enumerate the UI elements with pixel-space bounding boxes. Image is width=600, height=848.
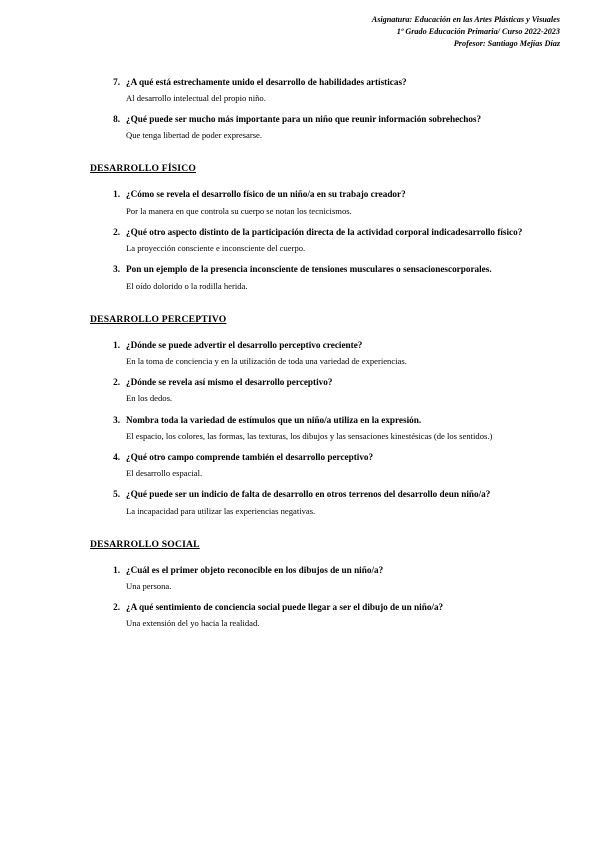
answer-text: En los dedos. [126,393,173,404]
question-text: ¿Dónde se puede advertir el desarrollo perceptivo creciente? [126,339,363,350]
answer-text: Que tenga libertad de poder expresarse. [126,130,263,141]
question-list-desarrollo-social [40,564,560,630]
question-text: ¿Cuál es el primer objeto reconocible en los dibujos de un niño/a? [126,564,384,575]
question-item [40,263,560,291]
question-item [40,451,560,479]
answer-text: En la toma de conciencia y en la utilización de toda una variedad de experiencias. [126,355,407,366]
question-number: 1. [113,339,120,350]
answer-text: Al desarrollo intelectual del propio niño. [126,92,266,103]
answer-text: Una persona. [126,580,172,591]
question-text: ¿Qué otro campo comprende también el desarrollo perceptivo? [126,451,374,462]
question-item [40,488,560,516]
question-text: Pon un ejemplo de la presencia inconsciente de tensiones musculares o sensacionescorporales. [126,264,492,275]
question-number: 2. [113,377,120,388]
section-desarrollo-social [40,539,560,630]
question-list-intro [40,76,560,142]
header-subject-line: Asignatura: Educación en las Artes Plásticas y Visuales [371,15,560,24]
answer-text: Una extensión del yo hacia la realidad. [126,618,260,629]
question-list-desarrollo-fisico [40,188,560,291]
header-professor-line: Profesor: Santiago Mejías Díaz [453,38,560,48]
document-header [40,14,560,50]
question-number: 7. [113,76,120,87]
question-number: 1. [113,564,120,575]
section-heading: DESARROLLO FÍSICO [90,163,197,175]
question-item [40,188,560,216]
question-item [40,226,560,254]
question-item [40,564,560,592]
question-text: ¿Qué puede ser mucho más importante para un niño que reunir información sobrehechos? [126,114,482,125]
question-number: 4. [113,451,120,462]
question-list-desarrollo-perceptivo [40,339,560,517]
answer-text: El oído dolorido o la rodilla herida. [126,280,248,291]
answer-text: Por la manera en que controla su cuerpo se notan los tecnicismos. [126,205,352,216]
question-item [40,113,560,141]
question-item [40,601,560,629]
question-number: 2. [113,226,120,237]
question-text: ¿A qué sentimiento de conciencia social puede llegar a ser el dibujo de un niño/a? [126,602,444,613]
question-item [40,76,560,104]
section-desarrollo-fisico [40,163,560,291]
question-number: 3. [113,264,120,275]
question-number: 3. [113,414,120,425]
question-number: 8. [113,114,120,125]
question-item [40,339,560,367]
question-item [40,414,560,442]
section-heading: DESARROLLO PERCEPTIVO [90,313,227,325]
question-number: 2. [113,602,120,613]
question-item [40,376,560,404]
question-text: ¿Qué puede ser un indicio de falta de desarrollo en otros terrenos del desarrollo deun niño/a? [126,489,491,500]
header-course-line: 1º Grado Educación Primaria/ Curso 2022-2023 [396,26,560,36]
section-desarrollo-perceptivo [40,314,560,517]
question-text: ¿A qué está estrechamente unido el desarrollo de habilidades artísticas? [126,76,407,87]
question-text: ¿Dónde se revela así mismo el desarrollo perceptivo? [126,377,333,388]
answer-text: El desarrollo espacial. [126,468,203,479]
section-intro [40,76,560,142]
question-number: 1. [113,189,120,200]
question-number: 5. [113,489,120,500]
answer-text: La proyección consciente e inconsciente del cuerpo. [126,243,306,254]
question-text: Nombra toda la variedad de estímulos que un niño/a utiliza en la expresión. [126,414,422,425]
question-text: ¿Cómo se revela el desarrollo físico de un niño/a en su trabajo creador? [126,189,406,200]
question-text: ¿Qué otro aspecto distinto de la participación directa de la actividad corporal indicadesarrollo físico? [126,226,523,237]
answer-text: El espacio, los colores, las formas, las texturas, los dibujos y las sensaciones kinestésicas (de los sentidos.) [126,430,493,441]
answer-text: La incapacidad para utilizar las experiencias negativas. [126,505,316,516]
section-heading: DESARROLLO SOCIAL [90,538,200,550]
